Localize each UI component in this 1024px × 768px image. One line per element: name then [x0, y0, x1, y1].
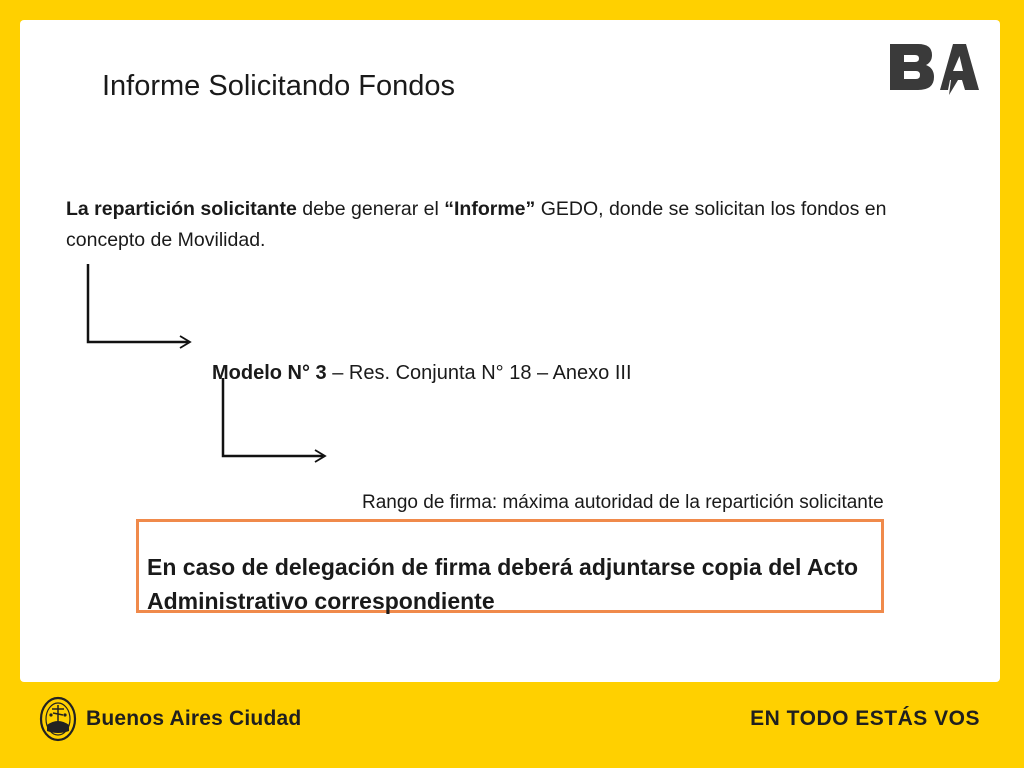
- modelo-line: [212, 362, 632, 385]
- intro-subject: La repartición solicitante: [66, 198, 297, 220]
- intro-text-1: debe generar el: [296, 198, 445, 220]
- footer-brand-name: Buenos Aires Ciudad: [86, 707, 302, 730]
- city-seal-icon: [38, 695, 78, 743]
- intro-text-2: GEDO, donde se solicitan los fondos en concepto de Movilidad.: [66, 198, 887, 251]
- modelo-number: Modelo N° 3: [212, 362, 327, 384]
- footer-slogan: EN TODO ESTÁS VOS: [750, 707, 980, 730]
- rango-de-firma: Rango de firma: máxima autoridad de la repartición solicitante: [362, 492, 884, 513]
- footer-brand-block: [38, 694, 301, 744]
- slide-title: Informe Solicitando Fondos: [102, 70, 456, 102]
- intro-paragraph: [66, 194, 936, 256]
- ba-logo-icon: [888, 38, 980, 96]
- modelo-resolution: – Res. Conjunta N° 18 – Anexo III: [326, 362, 632, 384]
- delegacion-note: En caso de delegación de firma deberá adjuntarse copia del Acto Administrativo correspondiente: [147, 554, 859, 614]
- intro-informe: “Informe”: [444, 198, 536, 220]
